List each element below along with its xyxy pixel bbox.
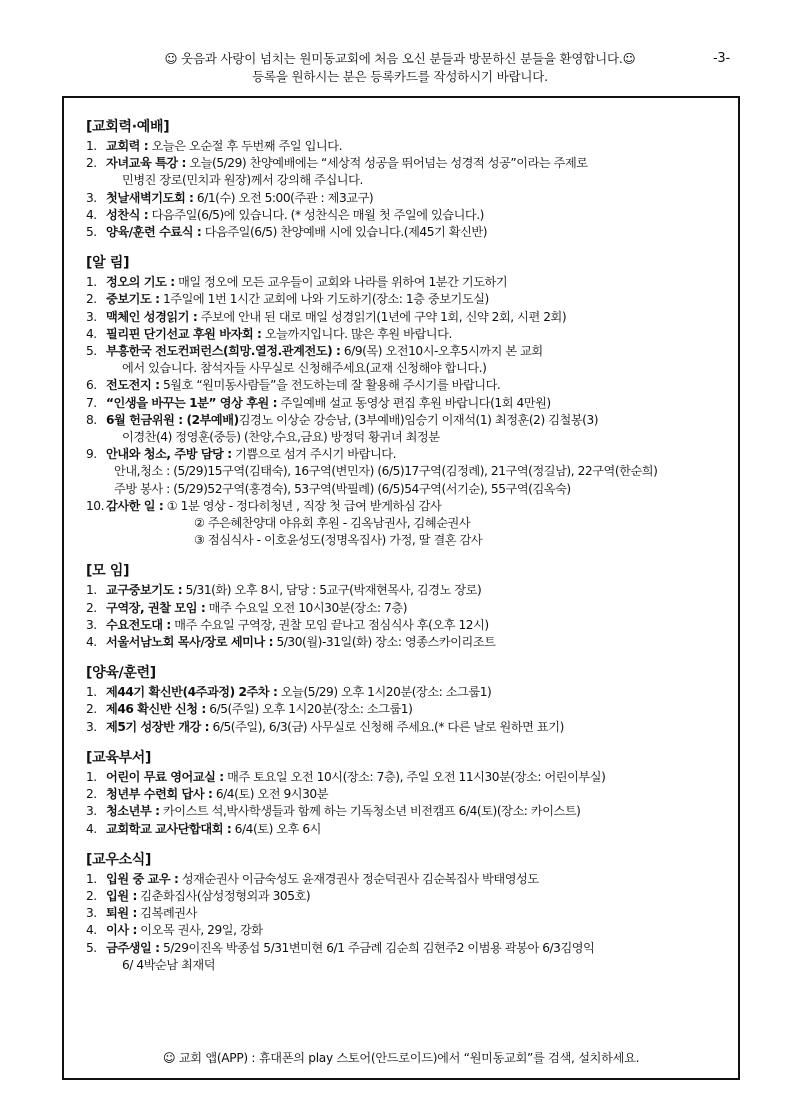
list-item — [86, 719, 722, 736]
item-text: 5/29이진옥 박종섭 5/31변미현 6/1 주금례 김순희 김현주2 이범용 곽봉아 6/3김영익 — [159, 940, 595, 955]
list-item — [86, 412, 722, 429]
item-label: 교구중보기도 : — [106, 583, 183, 598]
list-item — [86, 446, 722, 463]
item-number: 2. — [86, 702, 97, 717]
item-subline: ③ 점심식사 - 이호윤성도(정명옥집사) 가정, 딸 결혼 감사 — [194, 533, 483, 548]
bulletin-section — [86, 562, 722, 651]
bulletin-section — [86, 664, 722, 736]
section-title: [알 림] — [86, 255, 130, 272]
list-item — [86, 871, 722, 888]
item-label: 제44기 확신반(4주과정) 2주차 : — [106, 685, 278, 700]
item-number: 3. — [86, 719, 97, 734]
item-text: 5월호 “원미동사람들”을 전도하는데 잘 활용해 주시기를 바랍니다. — [159, 378, 501, 393]
item-text: 6/5(주일), 6/3(금) 사무실로 신청해 주세요.(* 다른 날로 원하면 표기) — [209, 719, 564, 734]
item-text: 다음주일(6/5) 찬양예배 시에 있습니다.(제45기 확신반) — [201, 225, 488, 240]
list-item — [86, 888, 722, 905]
list-item — [86, 922, 722, 939]
item-number: 1. — [86, 871, 97, 886]
list-item — [86, 377, 722, 394]
item-label: 입원 : — [106, 888, 137, 903]
list-item — [86, 786, 722, 803]
item-label: 부흥한국 전도컨퍼런스(희망.열정.관계전도) : — [106, 344, 341, 359]
footer-app-notice: ☺ 교회 앱(APP) : 휴대폰의 play 스토어(안드로이드)에서 “원미동교회”를 검색, 설치하세요. — [162, 1051, 640, 1065]
item-label: 성찬식 : — [106, 207, 149, 222]
page-header — [0, 50, 800, 86]
item-number: 1. — [86, 769, 97, 784]
item-text: 오늘은 오순절 후 두번째 주일 입니다. — [148, 139, 343, 153]
item-text: 김경노 이상순 강승남, (3부예배)임승기 이재석(1) 최정훈(2) 김철봉(3) — [238, 412, 599, 427]
list-item — [86, 207, 722, 224]
bulletin-section — [86, 749, 722, 838]
list-item — [86, 190, 722, 207]
item-label: 전도전지 : — [106, 378, 160, 393]
item-number: 8. — [86, 412, 97, 427]
item-number: 2. — [86, 787, 97, 802]
list-item — [86, 326, 722, 343]
item-continuation: 민병진 장로(민치과 원장)께서 강의해 주십니다. — [122, 173, 363, 188]
item-text: 1주일에 1번 1시간 교회에 나와 기도하기(장소: 1층 중보기도실) — [159, 292, 489, 307]
item-label: 자녀교육 특강 : — [106, 156, 186, 171]
item-label: 서울서남노회 목사/장로 세미나 : — [106, 635, 274, 650]
list-item — [86, 684, 722, 701]
list-item — [86, 600, 722, 617]
list-item — [86, 224, 722, 241]
item-number: 2. — [86, 600, 97, 615]
item-number: 4. — [86, 821, 97, 836]
item-number: 1. — [86, 685, 97, 700]
item-continuation: 6/ 4박순남 최재덕 — [122, 957, 216, 972]
bulletin-box — [62, 96, 740, 1080]
item-number: 3. — [86, 804, 97, 819]
section-title: [교우소식] — [86, 851, 152, 868]
item-number: 2. — [86, 292, 97, 307]
item-label: 안내와 청소, 주방 담당 : — [106, 447, 232, 462]
item-text: 5/30(월)-31일(화) 장소: 영종스카이리조트 — [273, 635, 496, 650]
bulletin-section — [86, 118, 722, 241]
list-item — [86, 769, 722, 786]
item-text: 성재순권사 이금숙성도 윤재경권사 정순덕권사 김순복집사 박태영성도 — [178, 871, 539, 886]
item-text: 6/4(토) 오전 9시30분 — [212, 787, 329, 802]
item-subline: ② 주은혜찬양대 야유회 후원 - 김옥남권사, 김혜순권사 — [194, 516, 471, 531]
item-number: 4. — [86, 923, 97, 938]
section-title: [양육/훈련] — [86, 665, 156, 682]
list-item — [86, 291, 722, 308]
registration-line: 등록을 원하시는 분은 등록카드를 작성하시기 바랍니다. — [252, 69, 548, 84]
item-number: 3. — [86, 617, 97, 632]
section-title: [교육부서] — [86, 749, 152, 766]
item-continuation: 이경찬(4) 정영훈(중등) (찬양,수요,금요) 방정덕 황귀녀 최정분 — [122, 430, 440, 445]
item-text: 다음주일(6/5)에 있습니다. (* 성찬식은 매월 첫 주일에 있습니다.) — [148, 207, 484, 222]
list-item — [86, 905, 722, 922]
item-text: 오늘(5/29) 찬양예배에는 “세상적 성공을 뛰어넘는 성경적 성공”이라는 주제로 — [185, 156, 588, 171]
item-number: 6. — [86, 378, 97, 393]
item-text: 이오목 권사, 29일, 강화 — [136, 923, 263, 938]
item-label: 제46 확신반 신청 : — [106, 702, 206, 717]
list-item — [86, 634, 722, 651]
bulletin-section — [86, 254, 722, 549]
list-item — [86, 274, 722, 291]
item-text: 6/5(주일) 오후 1시20분(장소: 소그룹1) — [205, 702, 413, 717]
item-label: 맥체인 성경읽기 : — [106, 309, 198, 324]
item-number: 9. — [86, 447, 97, 462]
item-text: 기쁨으로 섬겨 주시기 바랍니다. — [231, 447, 397, 462]
section-title: [모 임] — [86, 563, 130, 580]
list-item — [86, 309, 722, 326]
item-text: ① 1분 영상 - 정다히청년 , 직장 첫 급여 받게하심 감사 — [163, 498, 442, 513]
bulletin-section — [86, 851, 722, 974]
list-item — [86, 803, 722, 820]
item-label: 정오의 기도 : — [106, 275, 175, 290]
item-text: 오늘까지입니다. 많은 후원 바랍니다. — [261, 326, 452, 341]
item-number: 2. — [86, 888, 97, 903]
item-label: “인생을 바꾸는 1분” 영상 후원 : — [106, 395, 278, 410]
item-subline: 주방 봉사 : (5/29)52구역(홍경숙), 53구역(박필례) (6/5)54구역(서기순), 55구역(김옥숙) — [114, 481, 571, 496]
list-item — [86, 138, 722, 155]
item-text: 카이스트 석,박사학생들과 함께 하는 기독청소년 비전캠프 6/4(토)(장소: 카이스트) — [159, 804, 581, 819]
item-label: 중보기도 : — [106, 292, 160, 307]
list-item — [86, 617, 722, 634]
item-text: 매주 수요일 오전 10시30분(장소: 7층) — [205, 600, 408, 615]
item-text: 주일예배 설교 동영상 편집 후원 바랍니다(1회 4만원) — [277, 395, 551, 410]
item-text: 6/1(수) 오전 5:00(주관 : 제3교구) — [193, 190, 374, 205]
list-item — [86, 155, 722, 172]
item-text: 6/4(토) 오후 6시 — [231, 821, 321, 836]
item-label: 청년부 수련회 답사 : — [106, 787, 213, 802]
list-item — [86, 498, 722, 515]
item-number: 1. — [86, 275, 97, 290]
item-number: 4. — [86, 326, 97, 341]
page-number: -3- — [712, 51, 730, 66]
item-number: 5. — [86, 225, 97, 240]
item-text: 5/31(화) 오후 8시, 담당 : 5교구(박재현목사, 김경노 장로) — [182, 583, 482, 598]
list-item — [86, 701, 722, 718]
item-number: 4. — [86, 207, 97, 222]
item-label: 감사한 일 : — [106, 498, 164, 513]
item-label: 청소년부 : — [106, 804, 160, 819]
item-label: 수요전도대 : — [106, 617, 171, 632]
item-label: 제5기 성장반 개강 : — [106, 719, 210, 734]
item-number: 5. — [86, 940, 97, 955]
item-label: 교회력 : — [106, 139, 149, 153]
item-text: 김복례권사 — [136, 906, 197, 921]
item-label: 필리핀 단기선교 후원 바자회 : — [106, 326, 262, 341]
item-continuation: 에서 있습니다. 참석자들 사무실로 신청해주세요(교재 신청해야 합니다.) — [122, 361, 487, 376]
item-number: 1. — [86, 139, 97, 153]
item-number: 7. — [86, 395, 97, 410]
item-label: 양육/훈련 수료식 : — [106, 225, 202, 240]
item-label: 금주생일 : — [106, 940, 160, 955]
list-item — [86, 821, 722, 838]
item-number: 3. — [86, 309, 97, 324]
item-text: 매주 토요일 오전 10시(장소: 7층), 주일 오전 11시30분(장소: 어린이부실) — [223, 769, 606, 784]
item-number: 2. — [86, 156, 97, 171]
welcome-line: ☺ 웃음과 사랑이 넘치는 원미동교회에 처음 오신 분들과 방문하신 분들을 환영합니다.☺ — [164, 51, 636, 66]
section-title: [교회력·예배] — [86, 119, 170, 135]
item-number: 10. — [86, 498, 105, 513]
list-item — [86, 582, 722, 599]
item-text: 오늘(5/29) 오후 1시20분(장소: 소그룹1) — [277, 685, 492, 700]
item-label: 입원 중 교우 : — [106, 871, 179, 886]
item-label: 퇴원 : — [106, 906, 137, 921]
item-label: 어린이 무료 영어교실 : — [106, 769, 224, 784]
list-item — [86, 395, 722, 412]
item-label: 첫날새벽기도회 : — [106, 190, 194, 205]
item-text: 매주 수요일 구역장, 권찰 모임 끝나고 점심식사 후(오후 12시) — [170, 617, 489, 632]
item-label: 이사 : — [106, 923, 137, 938]
item-number: 3. — [86, 190, 97, 205]
item-text: 김춘화집사(삼성정형외과 305호) — [136, 888, 311, 903]
item-label: 교회학교 교사단합대회 : — [106, 821, 232, 836]
item-number: 3. — [86, 906, 97, 921]
bulletin-content — [86, 118, 722, 987]
item-text: 매일 정오에 모든 교우들이 교회와 나라를 위하여 1분간 기도하기 — [174, 275, 508, 290]
item-text: 주보에 안내 된 대로 매일 성경읽기(1년에 구약 1회, 신약 2회, 시편 2회) — [197, 309, 567, 324]
item-number: 5. — [86, 344, 97, 359]
list-item — [86, 940, 722, 957]
item-subline: 안내,청소 : (5/29)15구역(김태숙), 16구역(변민자) (6/5)17구역(김정례), 21구역(정길남), 22구역(한순희) — [114, 464, 658, 479]
item-number: 4. — [86, 635, 97, 650]
item-label: 구역장, 권찰 모임 : — [106, 600, 206, 615]
item-number: 1. — [86, 583, 97, 598]
item-text: 6/9(목) 오전10시-오후5시까지 본 교회 — [340, 344, 543, 359]
item-label: 6월 헌금위원 : (2부예배) — [106, 412, 239, 427]
list-item — [86, 343, 722, 360]
